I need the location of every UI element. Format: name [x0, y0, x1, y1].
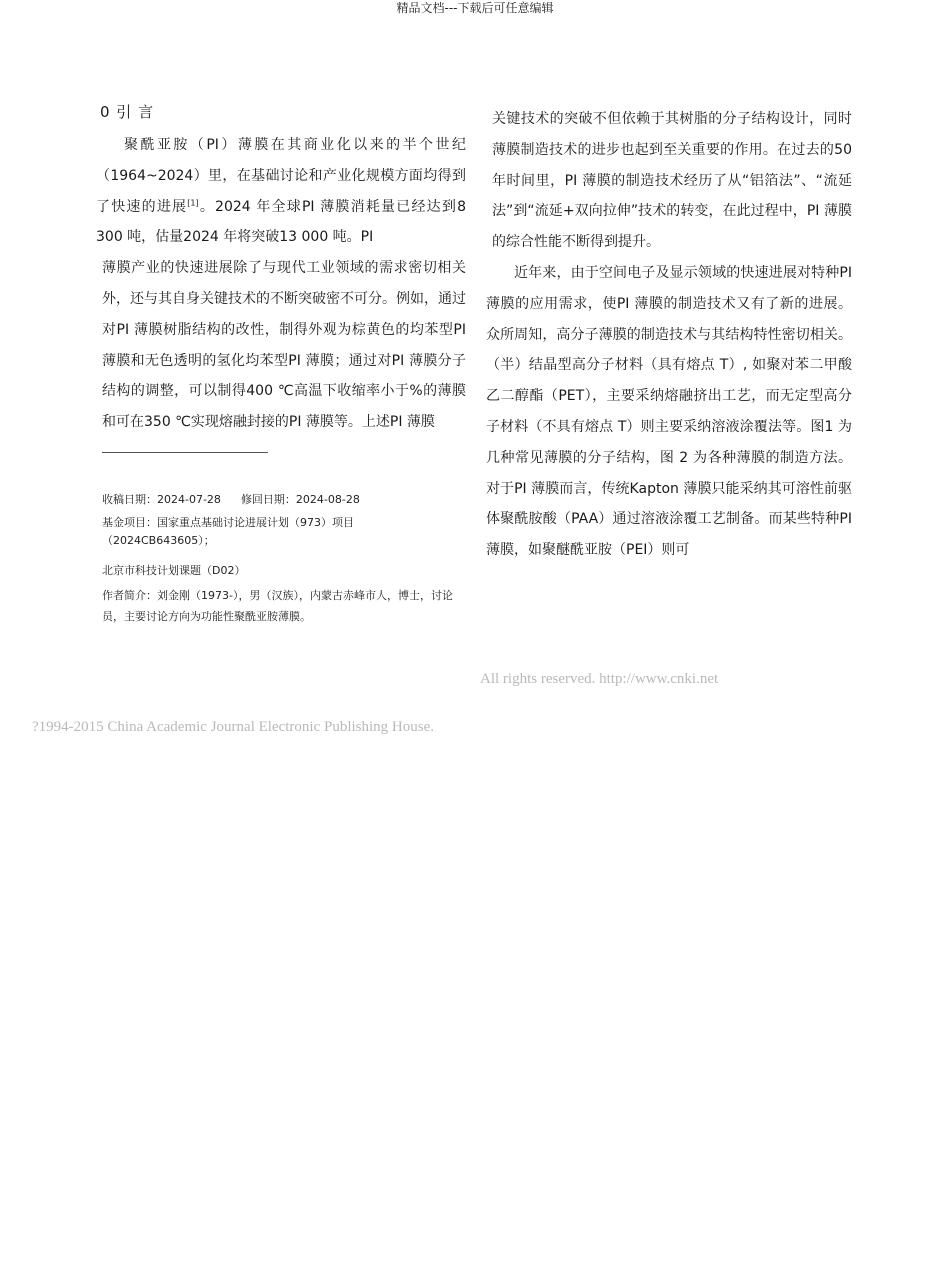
fund-line-1: 基金项目：国家重点基础讨论进展计划（973）项目（2024CB643605）；	[102, 515, 354, 547]
body-paragraph-1: 关键技术的突破不但依赖于其树脂的分子结构设计，同时薄膜制造技术的进步也起到至关重要的作用。在过去的50 年时间里，PI 薄膜的制造技术经历了从“铝箔法”、“流延法”到“流延+双向拉伸”技术的转变，在此过程中，PI 薄膜的综合性能不断得到提升。	[492, 111, 852, 251]
received-date: 收稿日期：2024-07-28	[102, 492, 221, 506]
rights-watermark: All rights reserved. http://www.cnki.net	[480, 671, 719, 687]
section-heading: 0 引 言	[100, 103, 155, 121]
footnotes	[102, 491, 466, 627]
footnote-divider	[102, 452, 268, 453]
page-header: 精品文档---下载后可任意编辑	[396, 1, 554, 15]
intro-text-a: 聚酰亚胺（PI）薄膜在其商业化以来的半个世纪（1964~2024）里，在基础讨论和产业化规模方面均得到了快速的进展	[96, 137, 466, 215]
publisher-watermark: ?1994-2015 China Academic Journal Electronic Publishing House.	[32, 719, 435, 735]
revised-date: 修回日期：2024-08-28	[240, 492, 360, 506]
date-line	[102, 491, 466, 509]
citation-ref: [1]	[187, 197, 199, 207]
intro-paragraph-1	[96, 130, 466, 253]
fund-line-2: 北京市科技计划课题（D02）	[102, 563, 246, 577]
right-column	[486, 104, 852, 566]
intro-text-b: 。2024 年全球PI 薄膜消耗量已经达到8 300 吨，估量2024 年将突破13 000 吨。PI	[96, 198, 466, 246]
body-paragraph-2: 近年来，由于空间电子及显示领域的快速进展对特种PI 薄膜的应用需求，使PI 薄膜的制造技术又有了新的进展。众所周知，高分子薄膜的制造技术与其结构特性密切相关。（半）结晶型高分子材料（具有熔点 T）, 如聚对苯二甲酸乙二醇酯（PET），主要采纳熔融挤出工艺，而无定型高分子材料（不具有熔点 T）则主要采纳溶液涂覆法等。图1 为几种常见薄膜的分子结构，图 2 为各种薄膜的制造方法。对于PI 薄膜而言，传统Kapton 薄膜只能采纳其可溶性前驱体聚酰胺酸（PAA）通过溶液涂覆工艺制备。而某些特种PI 薄膜，如聚醚酰亚胺（PEI）则可	[486, 264, 852, 559]
left-column	[96, 100, 466, 627]
intro-paragraph-2: 薄膜产业的快速进展除了与现代工业领域的需求密切相关外，还与其自身关键技术的不断突破密不可分。例如，通过对PI 薄膜树脂结构的改性，制得外观为棕黄色的均苯型PI 薄膜和无色透明的氢化均苯型PI 薄膜；通过对PI 薄膜分子结构的调整，可以制得400 ℃高温下收缩率小于%的薄膜和可在350 ℃实现熔融封接的PI 薄膜等。上述PI 薄膜	[102, 260, 466, 431]
author-bio: 作者简介：刘金刚（1973-），男（汉族），内蒙古赤峰市人，博士，讨论员，主要讨论方向为功能性聚酰亚胺薄膜。	[102, 588, 453, 623]
